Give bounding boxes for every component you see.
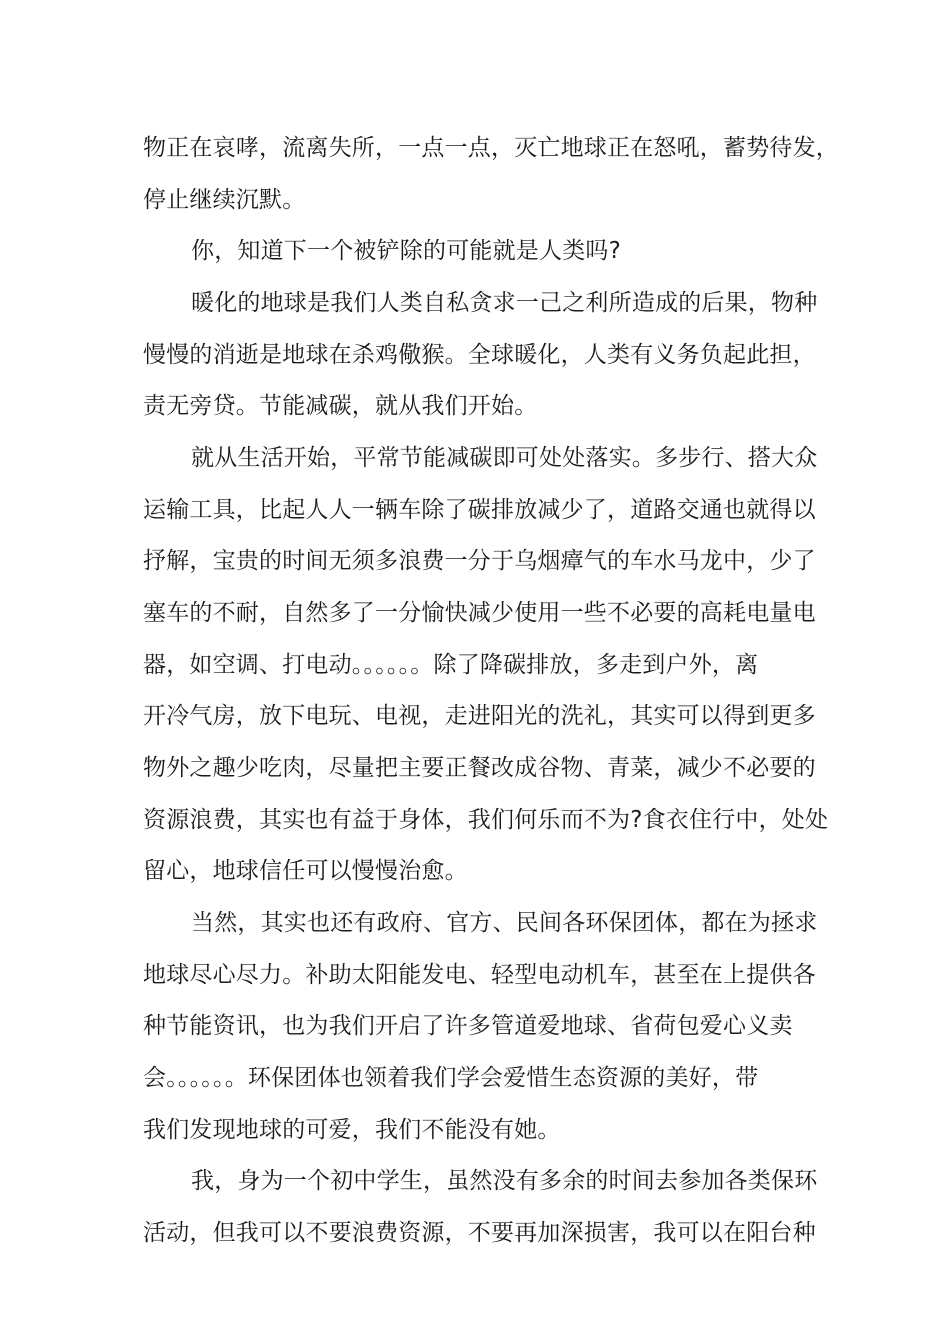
text-line: 你，知道下一个被铲除的可能就是人类吗? <box>191 238 622 264</box>
text-line: 塞车的不耐，自然多了一分愉快减少使用一些不必要的高耗电量电 <box>143 600 816 626</box>
text-line: 我们发现地球的可爱，我们不能没有她。 <box>143 1117 561 1143</box>
text-line: 种节能资讯，也为我们开启了许多管道爱地球、省荷包爱心义卖 <box>143 1013 793 1039</box>
text-line: 留心，地球信任可以慢慢治愈。 <box>143 858 468 884</box>
text-line: 运输工具，比起人人一辆车除了碳排放减少了，道路交通也就得以 <box>143 497 816 523</box>
text-line: 停止继续沉默。 <box>143 187 306 213</box>
text-line: 会。。。。。。环保团体也领着我们学会爱惜生态资源的美好，带 <box>143 1065 759 1091</box>
text-line: 物外之趣少吃肉，尽量把主要正餐改成谷物、青菜，减少不必要的 <box>143 755 816 781</box>
text-line: 地球尽心尽力。补助太阳能发电、轻型电动机车，甚至在上提供各 <box>143 962 816 988</box>
text-line: 抒解，宝贵的时间无须多浪费一分于乌烟瘴气的车水马龙中，少了 <box>143 548 816 574</box>
text-line: 暖化的地球是我们人类自私贪求一己之利所造成的后果，物种 <box>191 290 818 316</box>
text-line: 责无旁贷。节能减碳，就从我们开始。 <box>143 393 538 419</box>
text-line: 开冷气房，放下电玩、电视，走进阳光的洗礼，其实可以得到更多 <box>143 703 816 729</box>
text-line: 就从生活开始，平常节能减碳即可处处落实。多步行、搭大众 <box>191 445 818 471</box>
text-line: 器，如空调、打电动。。。。。。除了降碳排放，多走到户外，离 <box>143 652 759 678</box>
text-line: 物正在哀哮，流离失所，一点一点，灭亡地球正在怒吼，蓄势待发， <box>143 135 839 161</box>
text-line: 资源浪费，其实也有益于身体，我们何乐而不为?食衣住行中，处处 <box>143 807 829 833</box>
text-line: 活动，但我可以不要浪费资源，不要再加深损害，我可以在阳台种 <box>143 1220 816 1246</box>
text-line: 慢慢的消逝是地球在杀鸡儆猴。全球暖化，人类有义务负起此担， <box>143 342 816 368</box>
text-line: 当然，其实也还有政府、官方、民间各环保团体，都在为拯求 <box>191 910 818 936</box>
text-line: 我，身为一个初中学生，虽然没有多余的时间去参加各类保环 <box>191 1168 818 1194</box>
